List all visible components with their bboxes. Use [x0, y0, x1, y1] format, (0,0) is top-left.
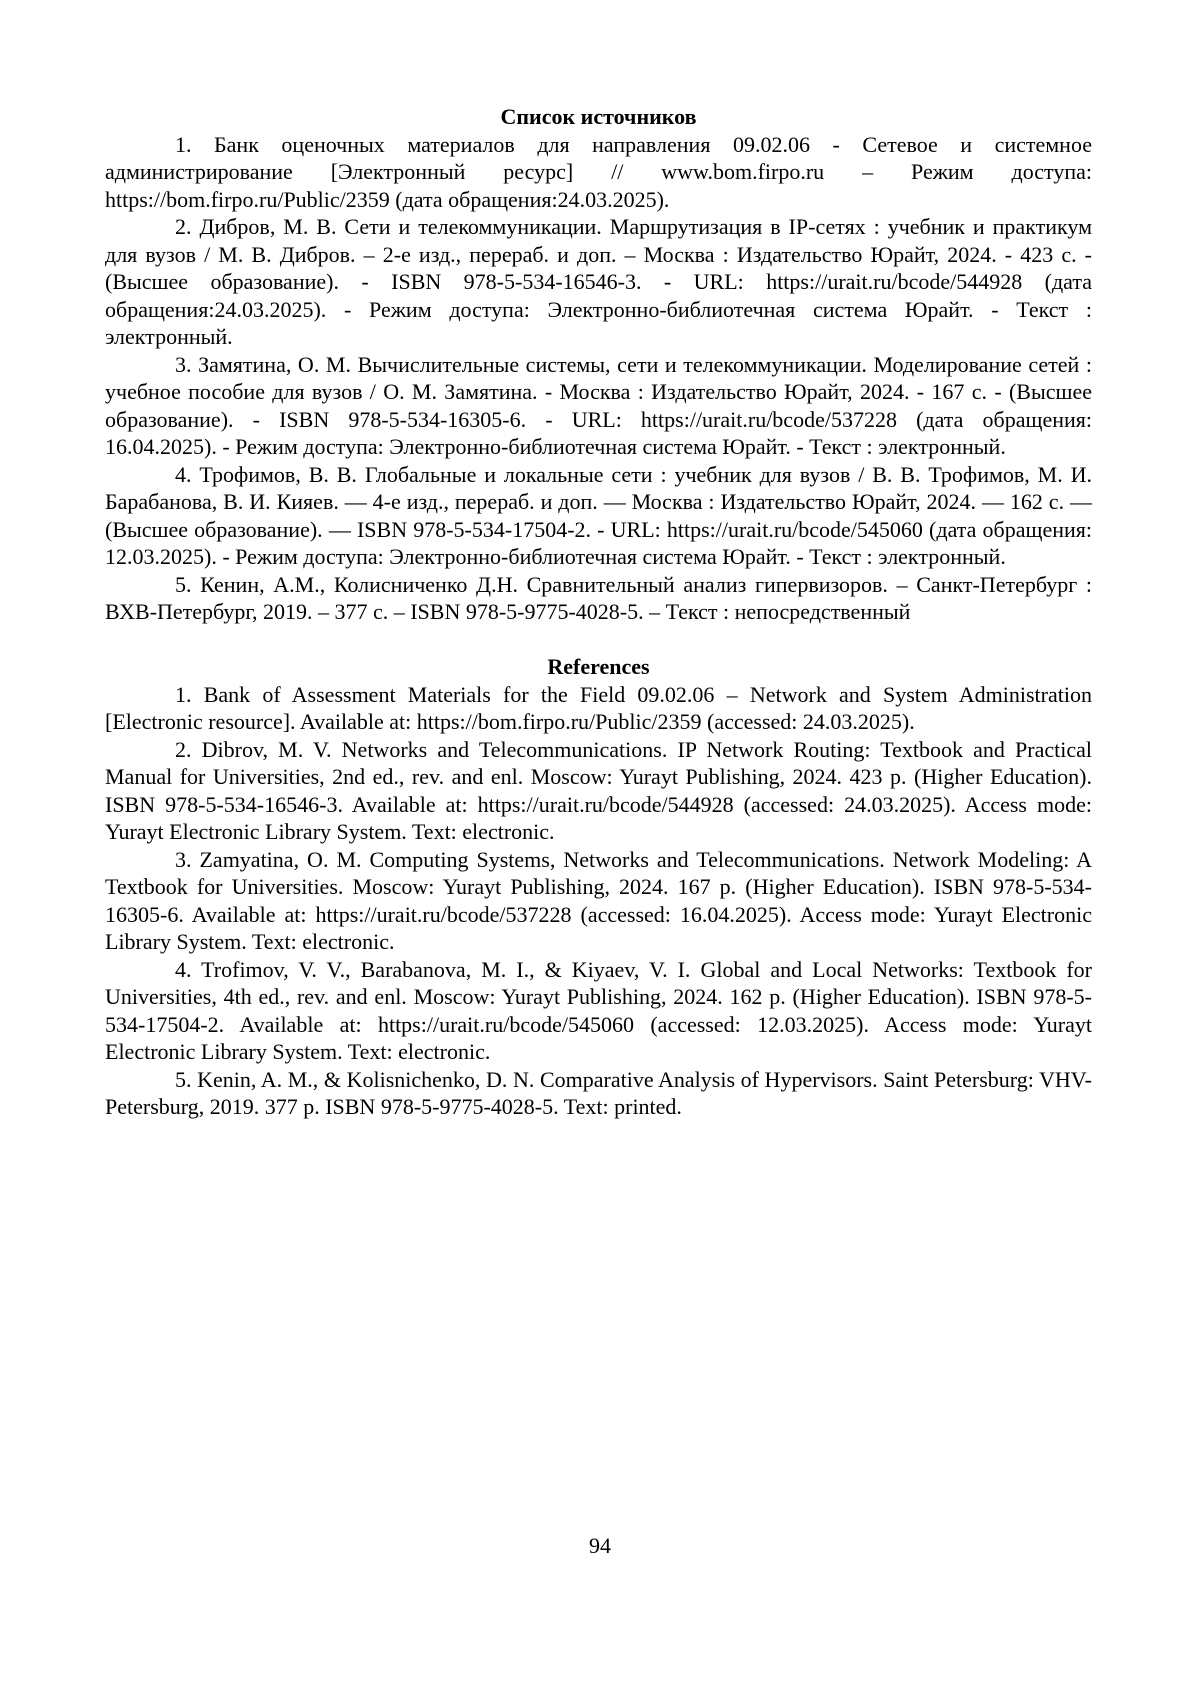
references-section-heading: References — [547, 654, 650, 679]
reference-item-ru-1: 1. Банк оценочных материалов для направления 09.02.06 - Сетевое и системное администрирование [Электронный ресурс] // www.bom.firpo.ru – Режим доступа: https://bom.firpo.ru/Public/2359 (дата обращения:24.03.2025). — [105, 131, 1092, 212]
page-number: 94 — [589, 1533, 611, 1558]
reference-item-ru-4: 4. Трофимов, В. В. Глобальные и локальные сети : учебник для вузов / В. В. Трофимов, М. И. Барабанова, В. И. Кияев. — 4-е изд., перераб. и доп. — Москва : Издательство Юрайт, 2024. — 162 с. — (Высшее образование). — ISBN 978-5-534-17504-2. - URL: https://urait.ru/bcode/545060 (дата обращения: 12.03.2025). - Режим доступа: Электронно-библиотечная система Юрайт. - Текст : электронный. — [105, 461, 1092, 569]
reference-item-en-3: 3. Zamyatina, O. M. Computing Systems, Networks and Telecommunications. Network Modeling: A Textbook for Universities. Moscow: Yurayt Publishing, 2024. 167 p. (Higher Education). ISBN 978-5-534-16305-6. Available at: https://urait.ru/bcode/537228 (accessed: 16.04.2025). Access mode: Yurayt Electronic Library System. Text: electronic. — [105, 846, 1092, 954]
page-content — [105, 103, 1092, 1121]
sources-section-heading: Список источников — [500, 104, 697, 129]
reference-item-en-1: 1. Bank of Assessment Materials for the Field 09.02.06 – Network and System Administration [Electronic resource]. Available at: https://bom.firpo.ru/Public/2359 (accessed: 24.03.2025). — [105, 681, 1092, 734]
reference-item-en-2: 2. Dibrov, M. V. Networks and Telecommunications. IP Network Routing: Textbook and Practical Manual for Universities, 2nd ed., rev. and enl. Moscow: Yurayt Publishing, 2024. 423 p. (Higher Education). ISBN 978-5-534-16546-3. Available at: https://urait.ru/bcode/544928 (accessed: 24.03.2025). Access mode: Yurayt Electronic Library System. Text: electronic. — [105, 736, 1092, 844]
reference-item-en-5: 5. Kenin, A. M., & Kolisnichenko, D. N. Comparative Analysis of Hypervisors. Saint Petersburg: VHV-Petersburg, 2019. 377 p. ISBN 978-5-9775-4028-5. Text: printed. — [105, 1066, 1092, 1119]
reference-item-ru-2: 2. Дибров, М. В. Сети и телекоммуникации. Маршрутизация в IP-сетях : учебник и практикум для вузов / М. В. Дибров. – 2-е изд., перераб. и доп. – Москва : Издательство Юрайт, 2024. - 423 с. - (Высшее образование). - ISBN 978-5-534-16546-3. - URL: https://urait.ru/bcode/544928 (дата обращения:24.03.2025). - Режим доступа: Электронно-библиотечная система Юрайт. - Текст : электронный. — [105, 214, 1092, 349]
reference-item-ru-5: 5. Кенин, А.М., Колисниченко Д.Н. Сравнительный анализ гипервизоров. – Санкт-Петербург : ВХВ-Петербург, 2019. – 377 с. – ISBN 978-5-9775-4028-5. – Текст : непосредственный — [105, 571, 1092, 624]
reference-item-ru-3: 3. Замятина, О. М. Вычислительные системы, сети и телекоммуникации. Моделирование сетей : учебное пособие для вузов / О. М. Замятина. - Москва : Издательство Юрайт, 2024. - 167 с. - (Высшее образование). - ISBN 978-5-534-16305-6. - URL: https://urait.ru/bcode/537228 (дата обращения: 16.04.2025). - Режим доступа: Электронно-библиотечная система Юрайт. - Текст : электронный. — [105, 351, 1092, 459]
reference-item-en-4: 4. Trofimov, V. V., Barabanova, M. I., & Kiyaev, V. I. Global and Local Networks: Textbook for Universities, 4th ed., rev. and enl. Moscow: Yurayt Publishing, 2024. 162 p. (Higher Education). ISBN 978-5-534-17504-2. Available at: https://urait.ru/bcode/545060 (accessed: 12.03.2025). Access mode: Yurayt Electronic Library System. Text: electronic. — [105, 956, 1092, 1064]
